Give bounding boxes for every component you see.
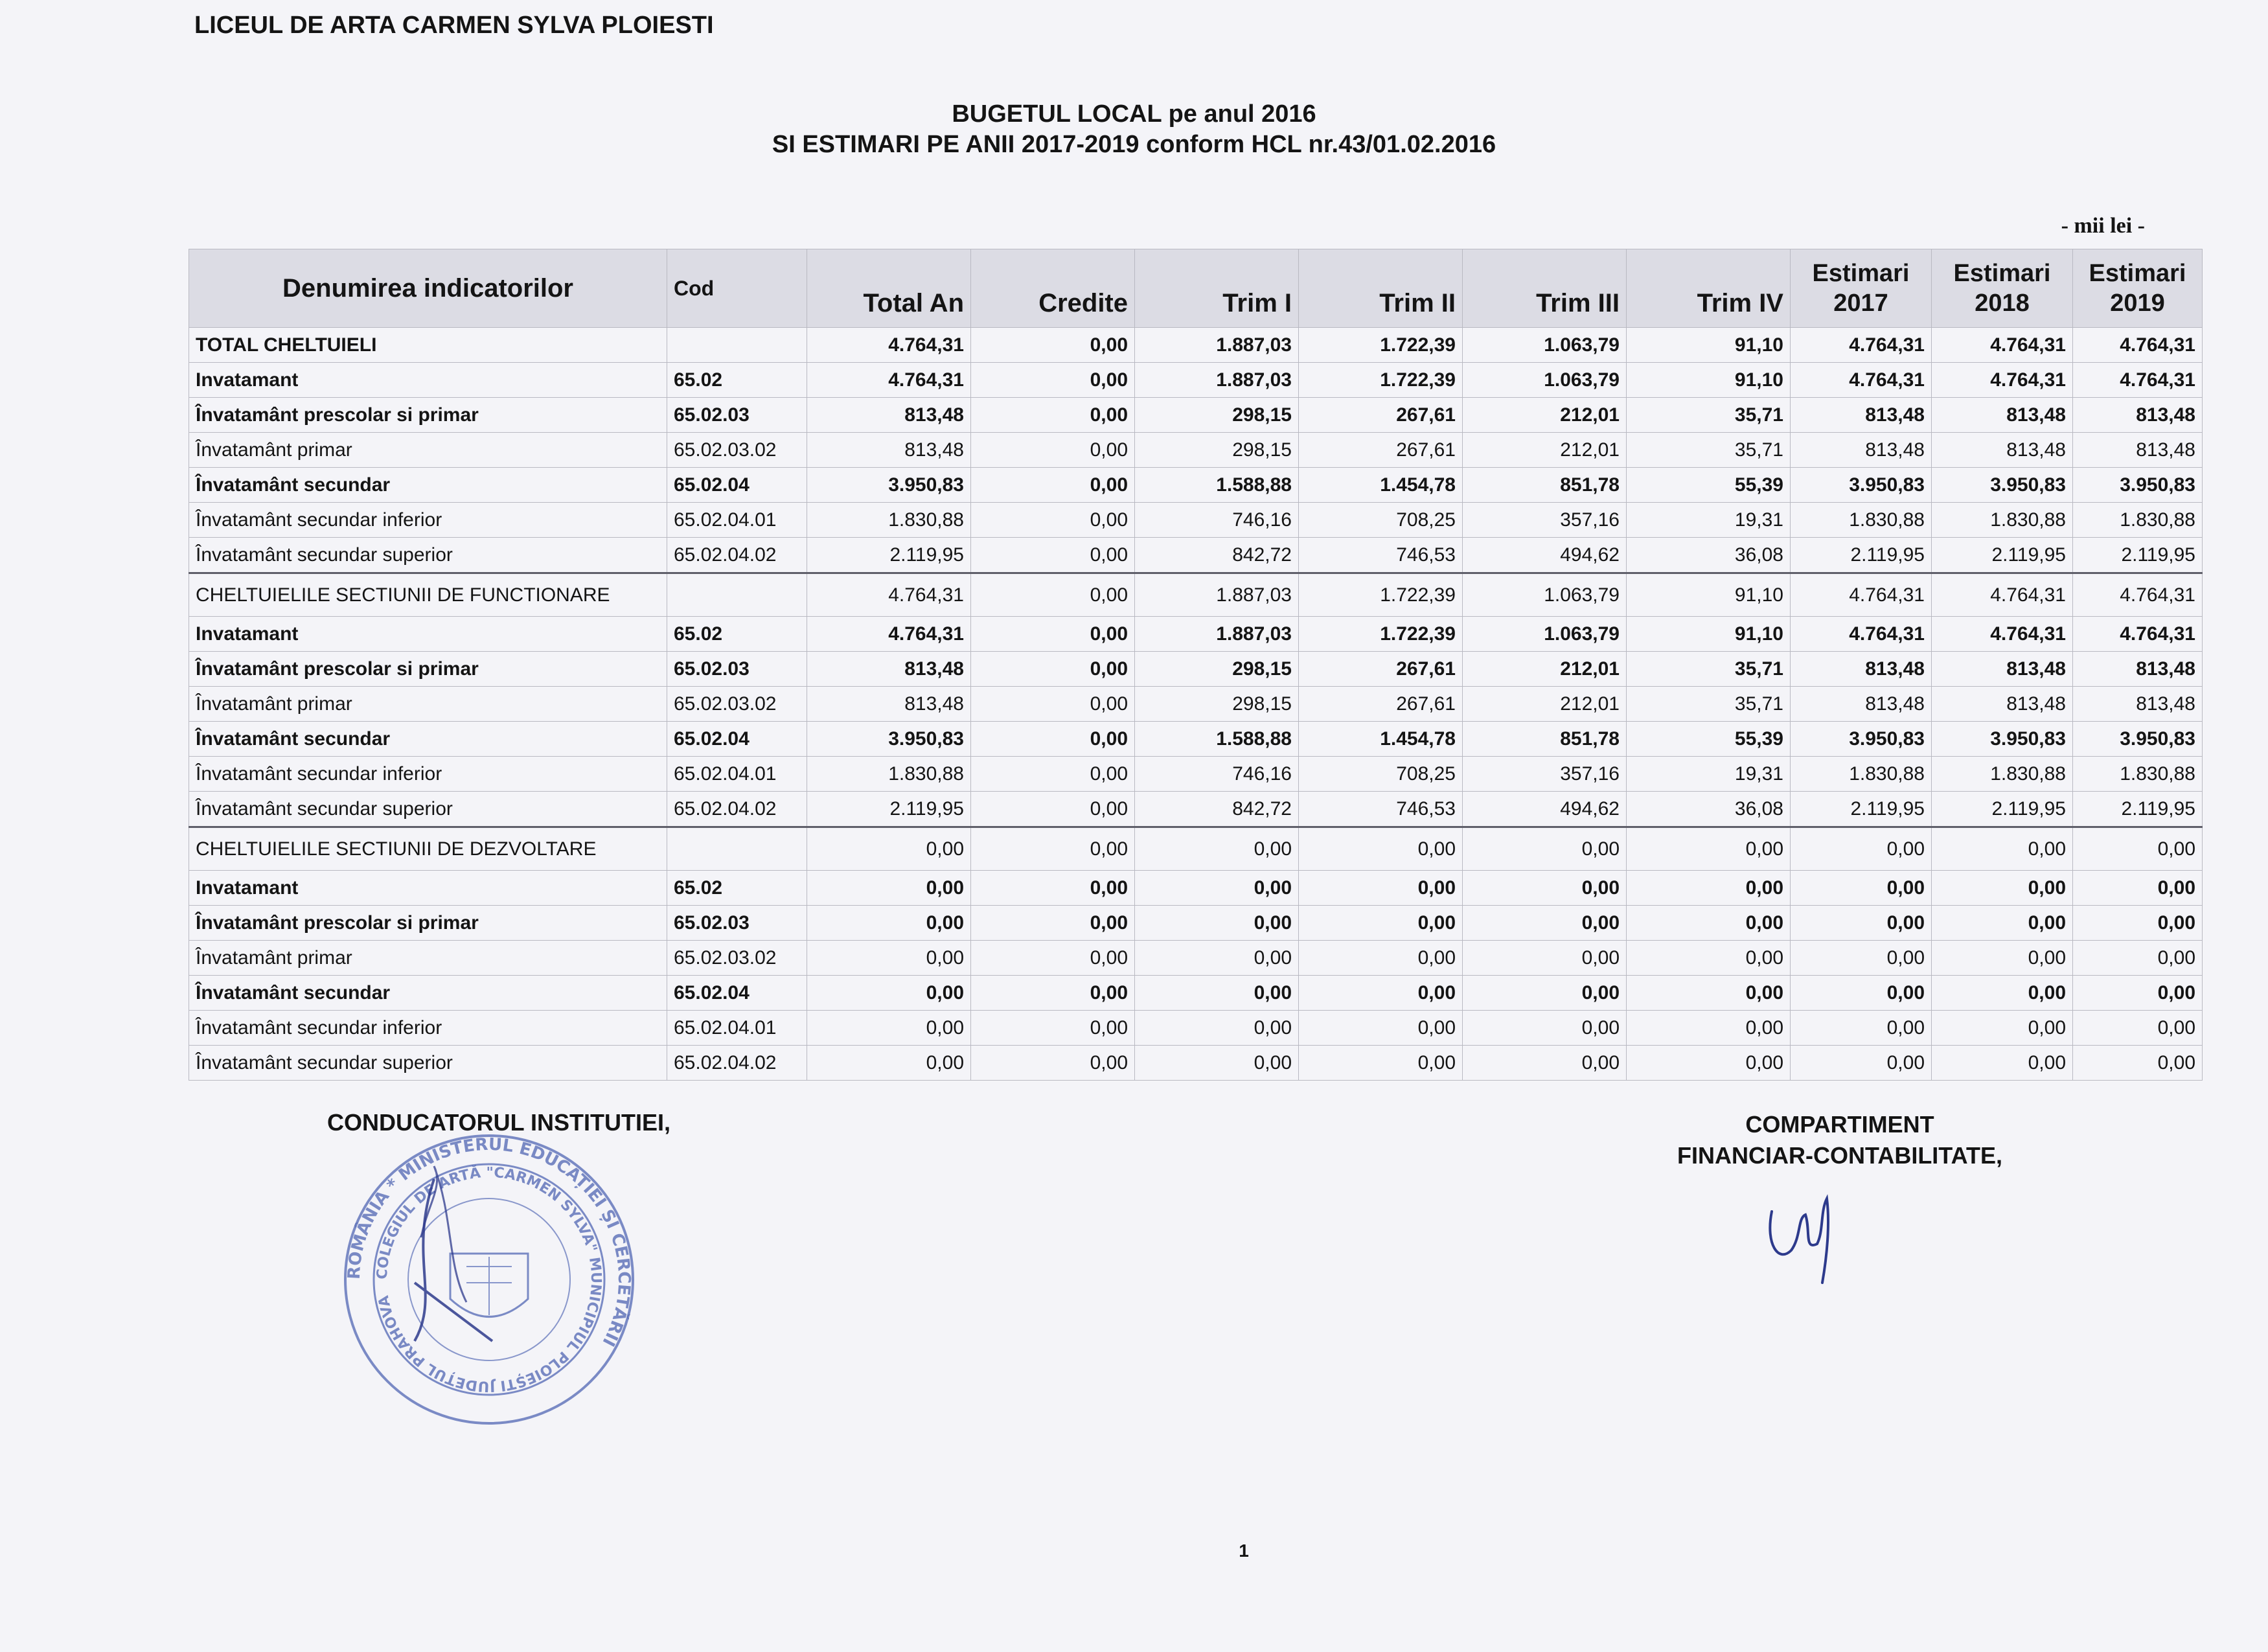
indicator-code: 65.02.04.02 xyxy=(667,792,807,827)
value-cell: 1.830,88 xyxy=(1932,757,2073,792)
indicator-code: 65.02.04 xyxy=(667,722,807,757)
value-cell: 0,00 xyxy=(2073,1011,2203,1046)
value-cell: 4.764,31 xyxy=(1932,363,2073,398)
table-row xyxy=(189,687,2203,722)
value-cell: 0,00 xyxy=(971,652,1135,687)
value-cell: 4.764,31 xyxy=(1932,617,2073,652)
table-row xyxy=(189,792,2203,827)
table-row xyxy=(189,652,2203,687)
table-row xyxy=(189,976,2203,1011)
value-cell: 91,10 xyxy=(1627,363,1791,398)
value-cell: 1.722,39 xyxy=(1299,328,1463,363)
round-stamp-icon xyxy=(337,1127,641,1432)
indicator-code: 65.02.04.01 xyxy=(667,503,807,538)
value-cell: 0,00 xyxy=(1627,1046,1791,1081)
value-cell: 708,25 xyxy=(1299,503,1463,538)
value-cell: 36,08 xyxy=(1627,792,1791,827)
signature-left-label: CONDUCATORUL INSTITUTIEI, xyxy=(327,1109,670,1136)
indicator-code: 65.02.03.02 xyxy=(667,433,807,468)
table-row xyxy=(189,906,2203,941)
value-cell: 1.830,88 xyxy=(1791,757,1932,792)
value-cell: 0,00 xyxy=(1463,1046,1627,1081)
value-cell: 851,78 xyxy=(1463,468,1627,503)
value-cell: 813,48 xyxy=(2073,433,2203,468)
value-cell: 0,00 xyxy=(1791,906,1932,941)
value-cell: 0,00 xyxy=(971,976,1135,1011)
value-cell: 0,00 xyxy=(1791,941,1932,976)
value-cell: 0,00 xyxy=(1135,827,1299,871)
indicator-name: Învatamânt secundar superior xyxy=(189,1046,667,1081)
value-cell: 4.764,31 xyxy=(1932,573,2073,617)
table-row xyxy=(189,363,2203,398)
value-cell: 4.764,31 xyxy=(807,573,971,617)
value-cell: 0,00 xyxy=(1791,871,1932,906)
document-subtitle: SI ESTIMARI PE ANII 2017-2019 conform HCL nr.43/01.02.2016 xyxy=(772,131,1496,158)
value-cell: 0,00 xyxy=(1463,976,1627,1011)
value-cell: 813,48 xyxy=(1791,652,1932,687)
value-cell: 0,00 xyxy=(1932,827,2073,871)
header-estimari-2017 xyxy=(1791,249,1932,328)
value-cell: 1.830,88 xyxy=(1932,503,2073,538)
value-cell: 3.950,83 xyxy=(1932,722,2073,757)
value-cell: 746,53 xyxy=(1299,538,1463,573)
value-cell: 1.830,88 xyxy=(2073,757,2203,792)
indicator-code: 65.02.04.02 xyxy=(667,538,807,573)
table-body xyxy=(189,328,2203,1081)
value-cell: 2.119,95 xyxy=(1932,792,2073,827)
value-cell: 0,00 xyxy=(1299,906,1463,941)
value-cell: 0,00 xyxy=(1932,871,2073,906)
value-cell: 357,16 xyxy=(1463,757,1627,792)
indicator-name: Învatamânt secundar superior xyxy=(189,792,667,827)
value-cell: 0,00 xyxy=(1135,941,1299,976)
indicator-code xyxy=(667,827,807,871)
indicator-code: 65.02.04.02 xyxy=(667,1046,807,1081)
estimari-label: Estimari xyxy=(1812,260,1910,287)
header-trim-2: Trim II xyxy=(1299,249,1463,328)
value-cell: 1.830,88 xyxy=(807,757,971,792)
value-cell: 2.119,95 xyxy=(1791,792,1932,827)
value-cell: 0,00 xyxy=(1463,941,1627,976)
value-cell: 1.830,88 xyxy=(807,503,971,538)
value-cell: 0,00 xyxy=(1791,827,1932,871)
value-cell: 55,39 xyxy=(1627,468,1791,503)
value-cell: 4.764,31 xyxy=(2073,363,2203,398)
indicator-name: Învatamânt secundar xyxy=(189,468,667,503)
value-cell: 3.950,83 xyxy=(1932,468,2073,503)
header-credite: Credite xyxy=(971,249,1135,328)
value-cell: 0,00 xyxy=(2073,1046,2203,1081)
value-cell: 0,00 xyxy=(807,1046,971,1081)
value-cell: 2.119,95 xyxy=(2073,792,2203,827)
value-cell: 0,00 xyxy=(1791,1046,1932,1081)
value-cell: 813,48 xyxy=(1932,398,2073,433)
value-cell: 35,71 xyxy=(1627,687,1791,722)
indicator-code: 65.02 xyxy=(667,871,807,906)
header-estimari-2018 xyxy=(1932,249,2073,328)
value-cell: 813,48 xyxy=(1791,433,1932,468)
table-row xyxy=(189,1011,2203,1046)
value-cell: 3.950,83 xyxy=(807,722,971,757)
indicator-code xyxy=(667,573,807,617)
header-estimari-2019 xyxy=(2073,249,2203,328)
value-cell: 813,48 xyxy=(1932,687,2073,722)
value-cell: 212,01 xyxy=(1463,433,1627,468)
value-cell: 0,00 xyxy=(807,827,971,871)
department-line-2: FINANCIAR-CONTABILITATE, xyxy=(1677,1142,2002,1169)
indicator-name: Invatamant xyxy=(189,363,667,398)
indicator-name: Invatamant xyxy=(189,871,667,906)
value-cell: 0,00 xyxy=(971,871,1135,906)
indicator-code: 65.02.03.02 xyxy=(667,687,807,722)
estimari-label: Estimari xyxy=(1953,260,2051,287)
value-cell: 0,00 xyxy=(1932,1011,2073,1046)
indicator-name: Învatamânt secundar superior xyxy=(189,538,667,573)
document-title: BUGETUL LOCAL pe anul 2016 xyxy=(952,100,1316,128)
value-cell: 1.830,88 xyxy=(1791,503,1932,538)
indicator-name: Învatamânt primar xyxy=(189,687,667,722)
value-cell: 267,61 xyxy=(1299,687,1463,722)
value-cell: 1.063,79 xyxy=(1463,573,1627,617)
value-cell: 813,48 xyxy=(2073,687,2203,722)
value-cell: 1.887,03 xyxy=(1135,363,1299,398)
budget-table xyxy=(189,249,2203,1081)
value-cell: 0,00 xyxy=(971,433,1135,468)
value-cell: 2.119,95 xyxy=(807,792,971,827)
value-cell: 0,00 xyxy=(807,941,971,976)
table-row xyxy=(189,1046,2203,1081)
value-cell: 3.950,83 xyxy=(807,468,971,503)
value-cell: 0,00 xyxy=(2073,976,2203,1011)
table-row xyxy=(189,538,2203,573)
indicator-name: Învatamânt secundar xyxy=(189,976,667,1011)
value-cell: 3.950,83 xyxy=(1791,468,1932,503)
value-cell: 0,00 xyxy=(1627,906,1791,941)
value-cell: 1.588,88 xyxy=(1135,468,1299,503)
value-cell: 35,71 xyxy=(1627,433,1791,468)
value-cell: 0,00 xyxy=(807,871,971,906)
indicator-code: 65.02 xyxy=(667,617,807,652)
indicator-name: Învatamânt prescolar si primar xyxy=(189,398,667,433)
value-cell: 0,00 xyxy=(971,792,1135,827)
value-cell: 212,01 xyxy=(1463,687,1627,722)
value-cell: 0,00 xyxy=(807,906,971,941)
value-cell: 0,00 xyxy=(807,976,971,1011)
value-cell: 298,15 xyxy=(1135,433,1299,468)
table-row xyxy=(189,398,2203,433)
value-cell: 0,00 xyxy=(971,328,1135,363)
value-cell: 708,25 xyxy=(1299,757,1463,792)
value-cell: 0,00 xyxy=(1932,906,2073,941)
header-trim-4: Trim IV xyxy=(1627,249,1791,328)
value-cell: 4.764,31 xyxy=(807,617,971,652)
header-cod: Cod xyxy=(667,249,807,328)
value-cell: 1.063,79 xyxy=(1463,328,1627,363)
value-cell: 0,00 xyxy=(2073,871,2203,906)
value-cell: 1.722,39 xyxy=(1299,573,1463,617)
indicator-code: 65.02.03 xyxy=(667,652,807,687)
indicator-code: 65.02 xyxy=(667,363,807,398)
indicator-name: Învatamânt primar xyxy=(189,433,667,468)
value-cell: 1.454,78 xyxy=(1299,468,1463,503)
indicator-name: Învatamânt secundar inferior xyxy=(189,1011,667,1046)
value-cell: 0,00 xyxy=(971,617,1135,652)
value-cell: 0,00 xyxy=(1932,941,2073,976)
table-row xyxy=(189,617,2203,652)
value-cell: 0,00 xyxy=(971,538,1135,573)
value-cell: 4.764,31 xyxy=(1932,328,2073,363)
value-cell: 0,00 xyxy=(1135,1046,1299,1081)
value-cell: 4.764,31 xyxy=(1791,573,1932,617)
value-cell: 813,48 xyxy=(1791,687,1932,722)
value-cell: 0,00 xyxy=(1463,906,1627,941)
value-cell: 0,00 xyxy=(1299,827,1463,871)
value-cell: 0,00 xyxy=(1135,871,1299,906)
value-cell: 0,00 xyxy=(1299,871,1463,906)
indicator-code: 65.02.03 xyxy=(667,398,807,433)
unit-label: - mii lei - xyxy=(2061,214,2145,238)
indicator-name: Învatamânt primar xyxy=(189,941,667,976)
indicator-code: 65.02.03.02 xyxy=(667,941,807,976)
indicator-code: 65.02.04 xyxy=(667,976,807,1011)
value-cell: 813,48 xyxy=(1791,398,1932,433)
value-cell: 212,01 xyxy=(1463,652,1627,687)
value-cell: 2.119,95 xyxy=(2073,538,2203,573)
value-cell: 19,31 xyxy=(1627,503,1791,538)
indicator-code: 65.02.03 xyxy=(667,906,807,941)
indicator-name: CHELTUIELILE SECTIUNII DE DEZVOLTARE xyxy=(189,827,667,871)
department-line-1: COMPARTIMENT xyxy=(1745,1111,1934,1138)
value-cell: 0,00 xyxy=(1932,1046,2073,1081)
value-cell: 0,00 xyxy=(1627,976,1791,1011)
value-cell: 1.887,03 xyxy=(1135,617,1299,652)
value-cell: 212,01 xyxy=(1463,398,1627,433)
value-cell: 4.764,31 xyxy=(1791,328,1932,363)
value-cell: 0,00 xyxy=(1299,1011,1463,1046)
value-cell: 36,08 xyxy=(1627,538,1791,573)
value-cell: 0,00 xyxy=(971,722,1135,757)
value-cell: 0,00 xyxy=(1135,906,1299,941)
value-cell: 842,72 xyxy=(1135,792,1299,827)
signature-right-label xyxy=(1645,1109,2034,1171)
svg-text:ROMÂNIA * MINISTERUL EDUCAȚIEI: ROMÂNIA * MINISTERUL EDUCAȚIEI ȘI CERCETĂRII xyxy=(344,1134,634,1350)
school-name: LICEUL DE ARTA CARMEN SYLVA PLOIESTI xyxy=(194,12,714,39)
value-cell: 4.764,31 xyxy=(2073,573,2203,617)
estimari-year: 2017 xyxy=(1833,290,1888,317)
header-trim-1: Trim I xyxy=(1135,249,1299,328)
handwritten-signature-icon xyxy=(1759,1173,1843,1289)
value-cell: 0,00 xyxy=(2073,941,2203,976)
value-cell: 35,71 xyxy=(1627,652,1791,687)
table-row xyxy=(189,433,2203,468)
value-cell: 3.950,83 xyxy=(1791,722,1932,757)
value-cell: 813,48 xyxy=(1932,433,2073,468)
value-cell: 91,10 xyxy=(1627,328,1791,363)
indicator-name: Învatamânt prescolar si primar xyxy=(189,652,667,687)
value-cell: 3.950,83 xyxy=(2073,722,2203,757)
value-cell: 0,00 xyxy=(971,1046,1135,1081)
value-cell: 19,31 xyxy=(1627,757,1791,792)
table-row xyxy=(189,871,2203,906)
value-cell: 0,00 xyxy=(1627,941,1791,976)
table-row xyxy=(189,722,2203,757)
value-cell: 0,00 xyxy=(1791,1011,1932,1046)
value-cell: 267,61 xyxy=(1299,398,1463,433)
page-number: 1 xyxy=(1239,1541,1249,1561)
value-cell: 0,00 xyxy=(1463,1011,1627,1046)
value-cell: 298,15 xyxy=(1135,652,1299,687)
estimari-label: Estimari xyxy=(2089,260,2186,287)
value-cell: 0,00 xyxy=(1135,1011,1299,1046)
indicator-code xyxy=(667,328,807,363)
value-cell: 1.722,39 xyxy=(1299,363,1463,398)
value-cell: 4.764,31 xyxy=(1791,363,1932,398)
indicator-code: 65.02.04.01 xyxy=(667,1011,807,1046)
indicator-name: Învatamânt secundar inferior xyxy=(189,757,667,792)
value-cell: 4.764,31 xyxy=(2073,617,2203,652)
value-cell: 813,48 xyxy=(2073,652,2203,687)
section-row xyxy=(189,827,2203,871)
value-cell: 0,00 xyxy=(971,757,1135,792)
indicator-name: CHELTUIELILE SECTIUNII DE FUNCTIONARE xyxy=(189,573,667,617)
estimari-year: 2019 xyxy=(2110,290,2165,317)
value-cell: 267,61 xyxy=(1299,652,1463,687)
value-cell: 1.063,79 xyxy=(1463,363,1627,398)
value-cell: 0,00 xyxy=(971,468,1135,503)
value-cell: 0,00 xyxy=(971,827,1135,871)
value-cell: 1.454,78 xyxy=(1299,722,1463,757)
indicator-code: 65.02.04.01 xyxy=(667,757,807,792)
value-cell: 0,00 xyxy=(2073,827,2203,871)
value-cell: 298,15 xyxy=(1135,398,1299,433)
table-row xyxy=(189,328,2203,363)
header-total-an: Total An xyxy=(807,249,971,328)
value-cell: 0,00 xyxy=(1791,976,1932,1011)
value-cell: 267,61 xyxy=(1299,433,1463,468)
value-cell: 357,16 xyxy=(1463,503,1627,538)
indicator-name: Învatamânt secundar inferior xyxy=(189,503,667,538)
value-cell: 494,62 xyxy=(1463,538,1627,573)
value-cell: 1.887,03 xyxy=(1135,573,1299,617)
value-cell: 4.764,31 xyxy=(807,328,971,363)
value-cell: 0,00 xyxy=(1299,976,1463,1011)
value-cell: 813,48 xyxy=(807,398,971,433)
value-cell: 0,00 xyxy=(971,941,1135,976)
indicator-name: TOTAL CHELTUIELI xyxy=(189,328,667,363)
value-cell: 813,48 xyxy=(807,433,971,468)
value-cell: 0,00 xyxy=(1135,976,1299,1011)
value-cell: 0,00 xyxy=(1299,1046,1463,1081)
value-cell: 35,71 xyxy=(1627,398,1791,433)
value-cell: 0,00 xyxy=(1463,827,1627,871)
indicator-name: Învatamânt secundar xyxy=(189,722,667,757)
value-cell: 298,15 xyxy=(1135,687,1299,722)
value-cell: 0,00 xyxy=(971,1011,1135,1046)
value-cell: 0,00 xyxy=(971,906,1135,941)
value-cell: 0,00 xyxy=(971,573,1135,617)
value-cell: 1.063,79 xyxy=(1463,617,1627,652)
header-trim-3: Trim III xyxy=(1463,249,1627,328)
value-cell: 4.764,31 xyxy=(807,363,971,398)
value-cell: 0,00 xyxy=(1627,827,1791,871)
value-cell: 0,00 xyxy=(1627,1011,1791,1046)
indicator-name: Învatamânt prescolar si primar xyxy=(189,906,667,941)
indicator-name: Invatamant xyxy=(189,617,667,652)
value-cell: 0,00 xyxy=(1932,976,2073,1011)
value-cell: 813,48 xyxy=(807,652,971,687)
table-row xyxy=(189,468,2203,503)
table-row xyxy=(189,757,2203,792)
header-denumire: Denumirea indicatorilor xyxy=(189,249,667,328)
value-cell: 0,00 xyxy=(971,363,1135,398)
section-row xyxy=(189,573,2203,617)
value-cell: 55,39 xyxy=(1627,722,1791,757)
value-cell: 0,00 xyxy=(1299,941,1463,976)
value-cell: 0,00 xyxy=(971,398,1135,433)
value-cell: 2.119,95 xyxy=(1791,538,1932,573)
value-cell: 1.588,88 xyxy=(1135,722,1299,757)
value-cell: 2.119,95 xyxy=(1932,538,2073,573)
value-cell: 746,16 xyxy=(1135,757,1299,792)
table-header-row xyxy=(189,249,2203,328)
value-cell: 1.722,39 xyxy=(1299,617,1463,652)
value-cell: 0,00 xyxy=(2073,906,2203,941)
value-cell: 2.119,95 xyxy=(807,538,971,573)
value-cell: 91,10 xyxy=(1627,573,1791,617)
value-cell: 746,53 xyxy=(1299,792,1463,827)
value-cell: 0,00 xyxy=(971,503,1135,538)
value-cell: 4.764,31 xyxy=(2073,328,2203,363)
value-cell: 494,62 xyxy=(1463,792,1627,827)
value-cell: 842,72 xyxy=(1135,538,1299,573)
value-cell: 1.887,03 xyxy=(1135,328,1299,363)
value-cell: 0,00 xyxy=(971,687,1135,722)
value-cell: 813,48 xyxy=(1932,652,2073,687)
indicator-code: 65.02.04 xyxy=(667,468,807,503)
svg-text:COLEGIUL DE ARTĂ "CARMEN SYLVA: COLEGIUL DE ARTĂ "CARMEN SYLVA" MUNICIPIUL PLOIEȘTI JUDEȚUL PRAHOVA xyxy=(374,1164,604,1395)
estimari-year: 2018 xyxy=(1975,290,2030,317)
value-cell: 4.764,31 xyxy=(1791,617,1932,652)
value-cell: 0,00 xyxy=(1463,871,1627,906)
value-cell: 1.830,88 xyxy=(2073,503,2203,538)
value-cell: 0,00 xyxy=(1627,871,1791,906)
value-cell: 0,00 xyxy=(807,1011,971,1046)
value-cell: 746,16 xyxy=(1135,503,1299,538)
value-cell: 3.950,83 xyxy=(2073,468,2203,503)
table-row xyxy=(189,503,2203,538)
value-cell: 813,48 xyxy=(807,687,971,722)
value-cell: 851,78 xyxy=(1463,722,1627,757)
value-cell: 813,48 xyxy=(2073,398,2203,433)
value-cell: 91,10 xyxy=(1627,617,1791,652)
table-row xyxy=(189,941,2203,976)
